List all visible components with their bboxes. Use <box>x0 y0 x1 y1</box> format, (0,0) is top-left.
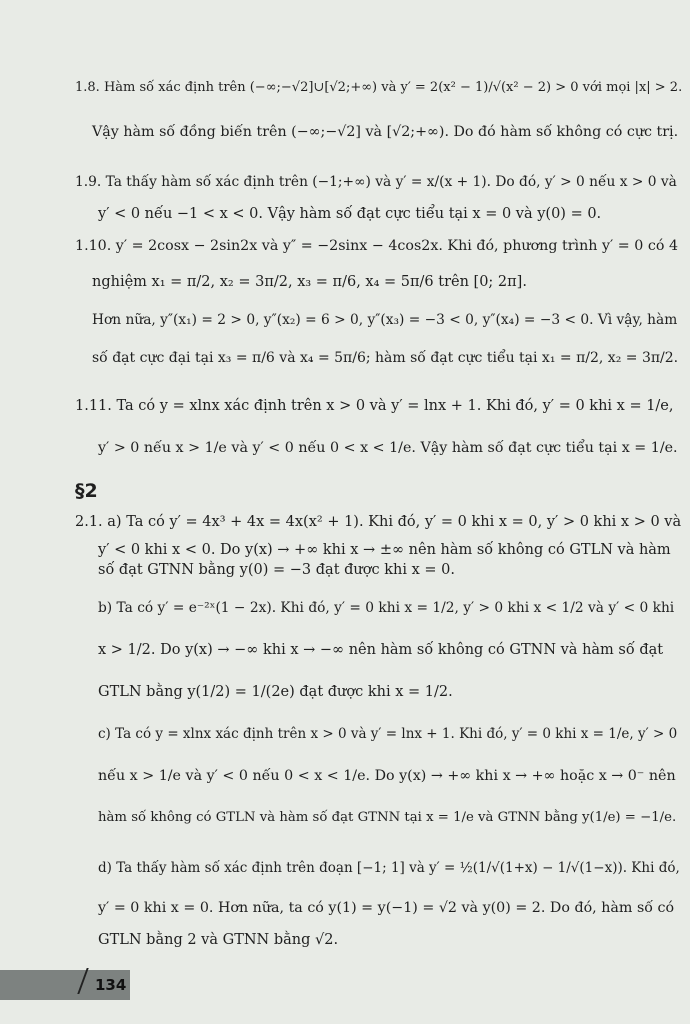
section-heading: §2 <box>75 480 98 502</box>
answer-2-1b-line-2: x > 1/2. Do y(x) → −∞ khi x → −∞ nên hàm số không có GTNN và hàm số đạt <box>98 642 664 658</box>
answer-1-8-line-1: 1.8. Hàm số xác định trên (−∞;−√2]∪[√2;+∞) và y′ = 2(x² − 1)/√(x² − 2) > 0 với mọi |x| > 2. <box>75 80 683 95</box>
answer-2-1d-line-2: y′ = 0 khi x = 0. Hơn nữa, ta có y(1) = y(−1) = √2 và y(0) = 2. Do đó, hàm số có <box>98 900 675 916</box>
answer-1-9-line-1: 1.9. Ta thấy hàm số xác định trên (−1;+∞) và y′ = x/(x + 1). Do đó, y′ > 0 nếu x > 0 và <box>75 174 677 190</box>
answer-1-11-line-2: y′ > 0 nếu x > 1/e và y′ < 0 nếu 0 < x < 1/e. Vậy hàm số đạt cực tiểu tại x = 1/e. <box>98 440 678 456</box>
answer-2-1d-line-3: GTLN bằng 2 và GTNN bằng √2. <box>98 932 339 948</box>
answer-1-10-line-1: 1.10. y′ = 2cosx − 2sin2x và y″ = −2sinx − 4cos2x. Khi đó, phương trình y′ = 0 có 4 <box>75 238 679 254</box>
answer-1-11-line-1: 1.11. Ta có y = xlnx xác định trên x > 0 và y′ = lnx + 1. Khi đó, y′ = 0 khi x = 1/e, <box>75 398 674 414</box>
answer-2-1b-line-3: GTLN bằng y(1/2) = 1/(2e) đạt được khi x = 1/2. <box>98 684 453 700</box>
answer-2-1a-line-3: số đạt GTNN bằng y(0) = −3 đạt được khi x = 0. <box>98 562 455 578</box>
answer-1-10-line-2: nghiệm x₁ = π/2, x₂ = 3π/2, x₃ = π/6, x₄ = 5π/6 trên [0; 2π]. <box>92 274 527 290</box>
answer-1-10-line-4: số đạt cực đại tại x₃ = π/6 và x₄ = 5π/6; hàm số đạt cực tiểu tại x₁ = π/2, x₂ = 3π/2. <box>92 350 679 366</box>
page-number: 134 <box>95 976 127 994</box>
answer-1-10-line-3: Hơn nữa, y″(x₁) = 2 > 0, y″(x₂) = 6 > 0, y″(x₃) = −3 < 0, y″(x₄) = −3 < 0. Vì vậy, hàm <box>92 312 678 328</box>
answer-2-1c-line-1: c) Ta có y = xlnx xác định trên x > 0 và y′ = lnx + 1. Khi đó, y′ = 0 khi x = 1/e, y′ > 0 <box>98 726 678 742</box>
answer-1-9-line-2: y′ < 0 nếu −1 < x < 0. Vậy hàm số đạt cực tiểu tại x = 0 và y(0) = 0. <box>98 206 602 222</box>
answer-2-1a-line-2: y′ < 0 khi x < 0. Do y(x) → +∞ khi x → ±∞ nên hàm số không có GTLN và hàm <box>98 542 671 558</box>
answer-2-1a-line-1: 2.1. a) Ta có y′ = 4x³ + 4x = 4x(x² + 1). Khi đó, y′ = 0 khi x = 0, y′ > 0 khi x > 0 và <box>75 514 682 530</box>
answer-2-1c-line-2: nếu x > 1/e và y′ < 0 nếu 0 < x < 1/e. Do y(x) → +∞ khi x → +∞ hoặc x → 0⁻ nên <box>98 768 676 784</box>
answer-2-1c-line-3: hàm số không có GTLN và hàm số đạt GTNN tại x = 1/e và GTNN bằng y(1/e) = −1/e. <box>98 810 677 825</box>
answer-2-1b-line-1: b) Ta có y′ = e⁻²ˣ(1 − 2x). Khi đó, y′ = 0 khi x = 1/2, y′ > 0 khi x < 1/2 và y′ < 0 khi <box>98 600 675 616</box>
answer-1-8-line-2: Vậy hàm số đồng biến trên (−∞;−√2] và [√2;+∞). Do đó hàm số không có cực trị. <box>92 124 679 140</box>
answer-2-1d-line-1: d) Ta thấy hàm số xác định trên đoạn [−1; 1] và y′ = ½(1/√(1+x) − 1/√(1−x)). Khi đó, <box>98 860 680 876</box>
